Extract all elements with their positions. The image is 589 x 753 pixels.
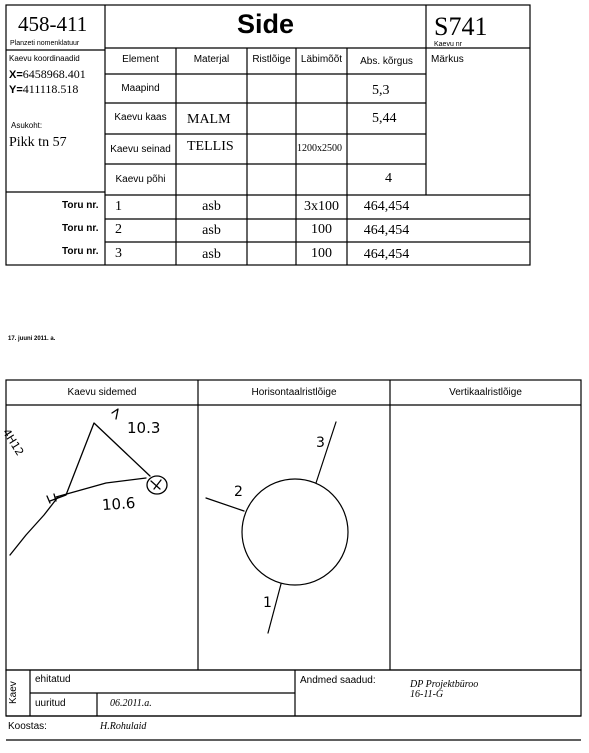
row-height-ground: 5,3 xyxy=(372,83,390,98)
data-from-value-2: 16-11-G xyxy=(410,689,444,700)
nomenclature-label: Planzeti nomenklatuur xyxy=(10,40,80,47)
well-symbol-cross xyxy=(151,480,161,489)
pipe-3-line xyxy=(316,422,336,483)
well-number-label: Kaevu nr xyxy=(434,41,463,48)
pipe-1-number: 1 xyxy=(115,199,122,214)
footer-side-label: Kaev xyxy=(8,681,19,704)
date-note: 17. juuni 2011. a. xyxy=(8,336,56,342)
header-diameter: Läbimõõt xyxy=(300,54,343,65)
pipe-2-material: asb xyxy=(202,223,221,238)
y-prefix: Y= xyxy=(9,84,23,96)
location-value: Pikk tn 57 xyxy=(9,135,67,150)
header-cross-section: Ristlõige xyxy=(252,54,291,65)
pipe-1-label: Toru nr. xyxy=(62,200,99,211)
location-label: Asukoht: xyxy=(11,121,43,130)
data-from-value-1: DP Projektbüroo xyxy=(410,679,479,690)
pipe-1-diameter: 3x100 xyxy=(304,199,339,214)
pipe-2-diameter: 100 xyxy=(311,222,332,237)
header-remarks: Märkus xyxy=(431,54,464,65)
well-circle xyxy=(242,479,348,585)
compiled-label: Koostas: xyxy=(8,721,47,732)
hand-distance-top: 10.3 xyxy=(127,419,161,437)
header-abs-height: Abs. kõrgus xyxy=(360,56,413,67)
x-value: 6458968.401 xyxy=(22,67,86,81)
hand-side-note: 4H12 xyxy=(0,426,27,459)
row-diameter-walls: 1200x2500 xyxy=(297,143,342,154)
horizontal-section-sketch xyxy=(198,405,390,670)
row-element-bottom: Kaevu põhi xyxy=(115,174,166,185)
pipe-1-material: asb xyxy=(202,199,221,214)
row-material-lid: MALM xyxy=(187,112,231,127)
nomenclature-number: 458-411 xyxy=(18,12,88,36)
hand-distance-bottom: 10.6 xyxy=(101,493,136,515)
built-label: ehitatud xyxy=(35,674,71,685)
hand-pipe-3: 3 xyxy=(316,435,325,451)
sketch-header-connections: Kaevu sidemed xyxy=(67,387,137,398)
well-number: S741 xyxy=(434,12,488,41)
page-title: Side xyxy=(236,9,295,39)
row-element-ground: Maapind xyxy=(121,83,160,94)
compiled-value: H.Rohulaid xyxy=(100,721,147,732)
hand-pipe-1: 1 xyxy=(263,595,272,611)
y-value: 411118.518 xyxy=(22,82,79,96)
y-coordinate xyxy=(9,83,78,96)
pipe-1-height: 464,454 xyxy=(363,199,410,214)
row-element-walls: Kaevu seinad xyxy=(110,144,171,155)
coordinates-label: Kaevu koordinaadid xyxy=(9,54,80,63)
pipe-2-label: Toru nr. xyxy=(62,223,99,234)
sketch-outlet-line xyxy=(10,497,58,555)
sketch-header-vertical: Vertikaalristlõige xyxy=(449,387,522,398)
connections-sketch xyxy=(6,405,198,670)
surveyed-value: 06.2011.a. xyxy=(110,698,152,709)
x-coordinate xyxy=(9,68,86,81)
pipe-2-height: 464,454 xyxy=(363,223,410,238)
surveyed-label: uuritud xyxy=(35,698,66,709)
row-height-lid: 5,44 xyxy=(372,111,397,126)
pipe-3-height: 464,454 xyxy=(363,247,410,262)
pipe-3-number: 3 xyxy=(115,246,122,261)
sketch-header-horizontal: Horisontaalristlõige xyxy=(251,387,337,398)
pipe-3-diameter: 100 xyxy=(311,246,332,261)
row-height-bottom: 4 xyxy=(385,171,392,186)
x-prefix: X= xyxy=(9,69,23,81)
pipe-3-material: asb xyxy=(202,247,221,262)
header-material: Materjal xyxy=(193,54,230,65)
hand-pipe-2: 2 xyxy=(234,484,243,500)
header-element: Element xyxy=(122,54,159,65)
pipe-3-label: Toru nr. xyxy=(62,246,99,257)
row-element-lid: Kaevu kaas xyxy=(114,112,167,123)
data-from-label: Andmed saadud: xyxy=(300,675,376,686)
row-material-walls: TELLIS xyxy=(187,139,234,154)
sketch-tick-top xyxy=(112,409,118,419)
pipe-2-number: 2 xyxy=(115,222,122,237)
